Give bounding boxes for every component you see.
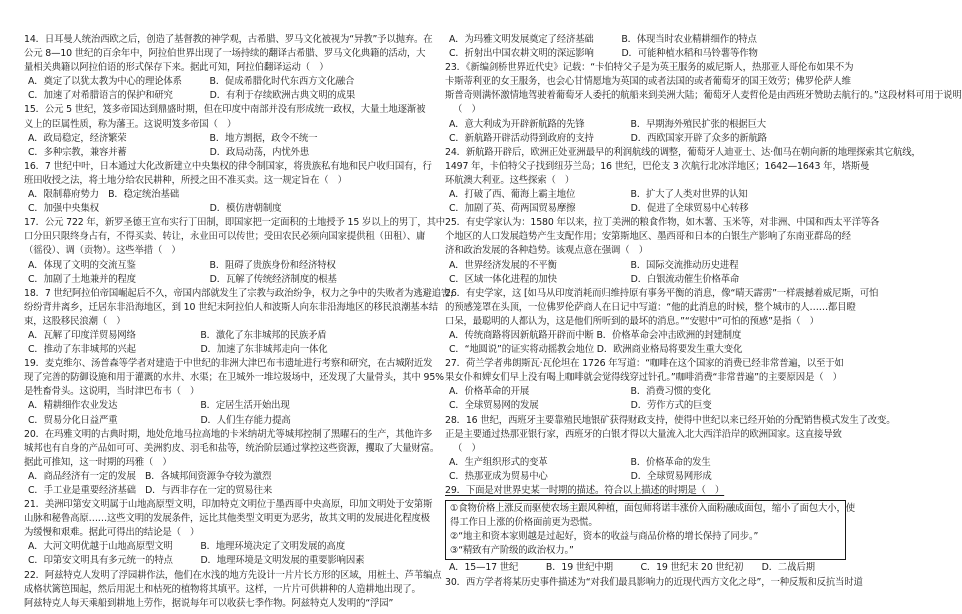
left-column-line: A．政局稳定，经济繁荣 B．地方割据，政令不统一 bbox=[28, 132, 318, 144]
right-column-line: 26．有史学家，这 [如马从印度消耗而归维持原有事务平衡的消息，像“晴天霹雳”一样震撼着威尼斯，可怕 bbox=[445, 287, 879, 299]
left-column-line: C．多种宗教，兼容并蓄 D．政局动荡，内忧外患 bbox=[28, 146, 309, 158]
left-column-line: C．加速了对希腊语言的保护和研究 D．有利于存续欧洲古典文明的成果 bbox=[28, 90, 356, 102]
right-column bbox=[445, 33, 962, 608]
right-column-line: A．传统商路将因新航路开辟而中断 B．价格革命会冲击欧洲的封建制度 bbox=[449, 329, 742, 341]
right-column-line: 济和政治发展的各种趋势。该观点意在强调（ ） bbox=[445, 245, 648, 257]
right-column-line: 斯普奇则满怀激情地驾驶着葡萄牙人委托的航船来到美洲大陆；葡萄牙人麦哲伦是由西班牙赞助去航行的。”这段材料可用于说明 bbox=[445, 90, 962, 102]
left-column-line: 为缓慢和艰难。据此可得出的结论是（ ） bbox=[24, 527, 200, 539]
left-column-line: C．加剧了土地兼并的程度 D．瓦解了传统经济制度的根基 bbox=[28, 273, 337, 285]
left-column-line: 17．公元 722 年，新罗圣德王宣布实行丁田制，即国家把一定面积的土地授予 15 岁以上的男丁，其中 bbox=[24, 217, 446, 229]
left-column-line: 成格状篱笆围起，然后用泥土和枯死的植物将其填平。这样，一片片可供耕种的人造耕地出现了。 bbox=[24, 583, 421, 595]
right-column-line: 正是主要通过热那亚银行家，西班牙的白银才得以大量流入北大西洋沿岸的欧洲国家。这直接导致 bbox=[445, 428, 842, 440]
right-column-line: 口呆，最聪明的人都认为，这是他们所听到的最坏的消息。”“安慰中”可怕的预感”是指（ ） bbox=[445, 315, 819, 327]
right-column-line: 29．下面是对世界史某一时期的描述。符合以上描述的时期是（ ） bbox=[445, 485, 725, 496]
left-column-line: A．瓦解了印度洋贸易网络 B．激化了东非城邦的民族矛盾 bbox=[28, 329, 327, 341]
left-column-line: C．手工业是重要经济基础 D．与西非存在一定的贸易往来 bbox=[28, 485, 273, 496]
right-column-line: C．“地圆说”的证实将动摇教会地位 D．欧洲商业格局将要发生重大变化 bbox=[449, 344, 743, 356]
right-column-line: 25．有史学家认为：1580 年以来，拉丁美洲的粮食作物，如木薯、玉米等，对非洲、中国和西太平洋等各 bbox=[445, 217, 880, 229]
quote-box-line: 得工作日上涨的价格面前更为恐慌。 bbox=[450, 517, 598, 529]
right-column-line: 卡斯蒂利亚的女王服务，也会心甘情愿地为英国的或者法国的或者葡萄牙的国王效劳；佛罗伦萨人维 bbox=[445, 76, 851, 88]
left-column-line: 16．7 世纪中叶，日本通过大化改新建立中央集权的律令制国家，将贵族私有地和民户收归国有，行 bbox=[24, 160, 432, 172]
left-column-line: 束，这股移民浪潮（ ） bbox=[24, 315, 126, 327]
right-column-line: 个地区的人口发展趋势产生支配作用；安第斯地区、墨西哥和日本的白银生产影响了东南亚群岛的经 bbox=[445, 231, 851, 243]
left-column-line: A．大河文明优越于山地高原型文明 B．地理环境决定了文明发展的高度 bbox=[28, 541, 345, 553]
right-column-line: 23．《新编剑桥世界近代史》记载：“卡伯特父子是为英王服务的威尼斯人，热那亚人哥伦布如果不为 bbox=[445, 62, 854, 74]
left-column-line: 公元 8—10 世纪的百余年中，阿拉伯世界出现了一场持续的翻译古希腊、罗马文化典籍的活动，大 bbox=[24, 48, 426, 60]
left-column-line: 城邦也有自身的产品如可可、美洲豹皮、羽毛和盐等，统治阶层通过掌控这些资源，攫取了大量财富。 bbox=[24, 442, 440, 454]
right-column-line: A．为玛雅文明发展奠定了经济基础 B．体现当时农业精耕细作的特点 bbox=[449, 34, 757, 45]
right-column-line: 的预感笼罩在头顶，一位佛罗伦萨商人在日记中写道：“他的此消息的时候，整个城市的人……都目瞪 bbox=[445, 301, 856, 313]
right-column-line: 1497 年，卡伯特父子找到纽芬兰岛；16 世纪，巴伦支 3 次航行北冰洋地区；1642—1643 年，塔斯曼 bbox=[445, 160, 870, 172]
left-column-line: 义上的臣属性质，称为藩王。这说明笈多帝国（ ） bbox=[24, 118, 237, 130]
quote-box-line: ③“精致有产阶级的政治权力。” bbox=[450, 545, 574, 557]
quote-box-line: ②“地主和资本家则越是过起好，资本的收益与商品价格的增长保持了同步。” bbox=[450, 531, 759, 543]
left-column-line: 据此可推知，这一时期的玛雅（ ） bbox=[24, 456, 172, 468]
right-tail-line: 30．西方学者将某历史事件描述为“对我们最具影响力的近现代西方文化之母”，一种反叛和反抗当时道 bbox=[445, 576, 863, 588]
right-column-line: C．加剧了英、荷两国贸易摩擦 D．促进了全球贸易中心转移 bbox=[449, 203, 749, 215]
right-column-line: A．价格革命的开展 B．消费习惯的变化 bbox=[449, 386, 711, 398]
right-column-line: 27．荷兰学者弗朗斯瓦·瓦伦坦在 1726 年写道：“咖啡在这个国家的消费已经非常普遍，以至于如 bbox=[445, 358, 844, 370]
left-column-line: 口分田只限终身占有，不得买卖、转让，永业田可以传世；受田农民必须向国家提供租（田租）、庸 bbox=[24, 231, 426, 243]
left-column-line: A．奠定了以犹太教为中心的理论体系 B．促成希腊化时代东西方文化融合 bbox=[28, 76, 355, 88]
left-column-line: 是牲畜骨头。这说明，当时津巴布韦（ ） bbox=[24, 386, 200, 398]
left-column-line: C．贸易分化日益严重 D．人们生存能力提高 bbox=[28, 414, 291, 426]
right-tail-line: A．15—17 世纪 B．19 世纪中期 C．19 世纪末 20 世纪初 D．二战后期 bbox=[449, 562, 815, 574]
left-column-line: A．体现了文明的交流互鉴 B．阻碍了贵族身份和经济特权 bbox=[28, 259, 336, 271]
right-column-line: （ ） bbox=[453, 442, 481, 454]
right-column-line: C．新航路开辟活动得到政府的支持 D．西欧国家开辟了众多的新航路 bbox=[449, 132, 767, 144]
right-column-line: C．折射出中国农耕文明的深远影响 D．可能种植水稻和马铃薯等作物 bbox=[449, 48, 758, 60]
right-column-line: 24．新航路开辟后，欧洲正处亚洲最早的利润航线的调整，葡萄牙人迪亚士、达·伽马在朝向新的地理探索其它航线， bbox=[445, 146, 921, 158]
right-column-line: 28．16 世纪，西班牙主要靠殖民地银矿获得财政支持，使得中世纪以来已经开始的分配销售模式发生了改变。 bbox=[445, 414, 896, 426]
left-column-line: 21．美洲印第安文明属于山地高原型文明，印加特克文明位于墨西哥中央高原，印加文明处于安第斯 bbox=[24, 499, 433, 511]
right-column-line: A．打破了西、葡海上霸主地位 B．扩大了人类对世界的认知 bbox=[449, 189, 748, 201]
left-column-line: A．精耕细作农业发达 B．定居生活开始出现 bbox=[28, 400, 290, 412]
quote-box-line: ①食物价格上涨反而驱使农场主跟风种植，面包师将诺丰涨价入面粉融成面包，缩小了面包大小，使 bbox=[450, 503, 855, 515]
left-column-line: C．推动了东非城邦的兴起 D．加速了东非城邦走向一体化 bbox=[28, 344, 328, 356]
right-column-line: A．生产组织形式的变革 B．价格革命的发生 bbox=[449, 456, 711, 468]
left-column-line: C．印第安文明具有多元统一的特点 D．地理环境是文明发展的重要影响因素 bbox=[28, 555, 365, 567]
left-column-line: 山脉和秘鲁高原……这些文明的发展条件，远比其他类型文明更为恶劣，故其文明的发展进化程度极 bbox=[24, 513, 430, 525]
right-column-line: C．区域一体化进程的加快 D．白银流动催生价格革命 bbox=[449, 273, 740, 285]
left-column-line: 阿兹特克人每天乘船到耕地上劳作，据说每年可以收获七季作物。阿兹特克人发明的“浮园” bbox=[24, 597, 394, 609]
right-column-line: 环航澳大利亚。这些探索（ ） bbox=[445, 174, 575, 186]
right-column-tail bbox=[445, 561, 863, 589]
left-column-line: 19．麦克维尔、汤普森等学者对建造于中世纪的非洲大津巴布韦遗址进行考察和研究，在古城附近发 bbox=[24, 358, 433, 370]
left-column bbox=[24, 33, 460, 609]
question-29-quote-box bbox=[445, 500, 855, 560]
left-column-line: 量相关典籍以阿拉伯语的形式保存下来。据此可知，阿拉伯翻译运动（ ） bbox=[24, 62, 329, 74]
left-column-line: 纷纷背井离乡，迁居东非沿海地区，到 10 世纪末阿拉伯人和波斯人向东非沿海地区的移民浪潮基本结 bbox=[24, 301, 438, 313]
left-column-line: 15．公元 5 世纪，笈多帝国达到鼎盛时期，但在印度中南部并没有形成统一政权，大量土地逐渐被 bbox=[24, 104, 426, 116]
left-column-line: 20．在玛雅文明的古典时期，地处危地马拉高地的卡米纳胡尤等城邦控制了黑曜石的生产，其他许多 bbox=[24, 428, 433, 440]
left-column-line: 14．日耳曼人统治西欧之后，创造了基督教的神学观，古希腊、罗马文化被视为“异教”予以抛弃。在 bbox=[24, 34, 433, 45]
left-column-line: 18．7 世纪阿拉伯帝国崛起后不久，帝国内部就发生了宗教与政治纷争，权力之争中的失败者为逃避追害， bbox=[24, 287, 460, 299]
left-column-line: 班田收授之法，将土地分给农民耕种，所授之田不准买卖。这一规定旨在（ ） bbox=[24, 174, 347, 186]
right-column-questions bbox=[445, 33, 962, 498]
right-column-line: A．意大利成为开辟新航路的先锋 B．早期海外殖民扩张的根据巨大 bbox=[449, 118, 766, 130]
left-column-line: 现了完善的防御设施和用于灌溉的水井、水渠；在卫城外一堆垃圾场中，还发现了大量骨头，其中 95% bbox=[24, 372, 444, 384]
right-column-line: 果女仆和婢女们早上没有喝上咖啡就会觉得线穿过针孔。”咖啡消费“非常普遍”的主要原因是（ ） bbox=[445, 372, 842, 384]
left-column-line: A．商品经济有一定的发展 B．各城邦间资源争夺较为激烈 bbox=[28, 470, 272, 482]
left-column-line: A．限制幕府势力 B．稳定统治基础 bbox=[28, 189, 179, 201]
right-column-line: C．热那亚成为贸易中心 D．全球贸易网形成 bbox=[449, 470, 712, 482]
right-column-line: C．全球贸易网的发展 D．劳作方式的巨变 bbox=[449, 400, 712, 412]
left-column-line: 22．阿兹特克人发明了浮园耕作法，他们在水浅的地方先设计一片片长方形的区域，用桩土、芦苇编点 bbox=[24, 569, 442, 581]
left-column-line: （徭役）、调（贡物）。这些举措（ ） bbox=[24, 245, 181, 257]
right-column-line: A．世界经济发展的不平衡 B．国际交流推动历史进程 bbox=[449, 259, 739, 271]
right-column-line: （ ） bbox=[453, 104, 481, 116]
left-column-line: C．加强中央集权 D．模仿唐朝制度 bbox=[28, 203, 282, 215]
